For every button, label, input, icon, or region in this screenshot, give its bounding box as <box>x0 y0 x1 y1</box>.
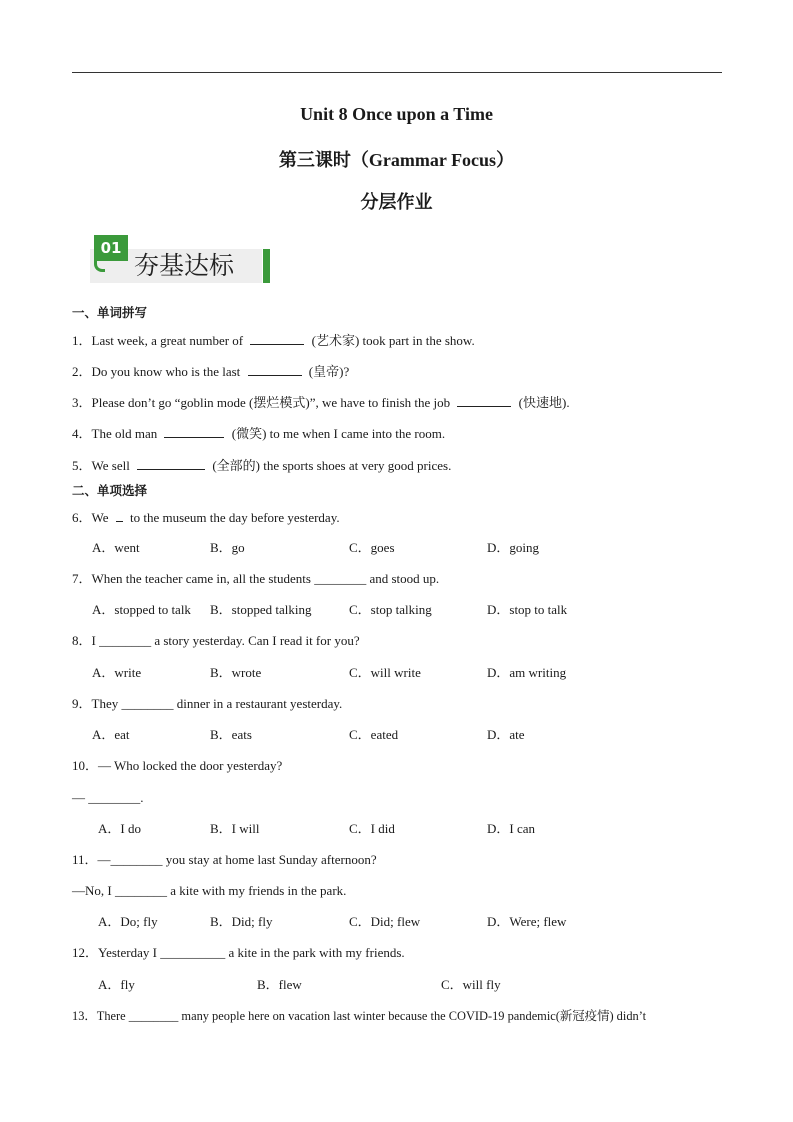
question-3: 3．Please don’t go “goblin mode (摆烂模式)”, we have to finish the job (快速地). <box>72 395 570 410</box>
q6-option-b[interactable]: B．go <box>210 540 245 555</box>
q6-option-c[interactable]: C．goes <box>349 540 395 555</box>
q8-option-d[interactable]: D．am writing <box>487 665 567 680</box>
q12-option-c[interactable]: C．will fly <box>441 977 501 992</box>
q8-option-b[interactable]: B．wrote <box>210 665 262 680</box>
question-10-answer-line: — ________. <box>72 790 144 805</box>
q9-option-b[interactable]: B．eats <box>210 727 252 742</box>
q11-option-d[interactable]: D．Were; flew <box>487 914 567 929</box>
q10-option-a[interactable]: A．I do <box>98 821 141 836</box>
answer-blank-1[interactable] <box>250 332 304 345</box>
badge-accent-bar <box>263 249 270 283</box>
q10-option-b[interactable]: B．I will <box>210 821 260 836</box>
answer-blank-3[interactable] <box>457 394 511 407</box>
q12-option-b[interactable]: B．flew <box>257 977 302 992</box>
section-heading-choice: 二、单项选择 <box>72 483 148 498</box>
badge-number: 01 <box>94 235 128 261</box>
q9-option-a[interactable]: A．eat <box>92 727 130 742</box>
q8-option-a[interactable]: A．write <box>92 665 142 680</box>
answer-blank-2[interactable] <box>248 363 302 376</box>
q9-option-d[interactable]: D．ate <box>487 727 525 742</box>
q7-option-b[interactable]: B．stopped talking <box>210 602 312 617</box>
q7-option-d[interactable]: D．stop to talk <box>487 602 568 617</box>
q10-option-d[interactable]: D．I can <box>487 821 536 836</box>
q8-option-c[interactable]: C．will write <box>349 665 421 680</box>
header-rule <box>72 72 722 73</box>
badge-label: 夯基达标 <box>134 251 235 280</box>
q7-option-c[interactable]: C．stop talking <box>349 602 432 617</box>
q11-option-b[interactable]: B．Did; fly <box>210 914 273 929</box>
question-6: 6．We to the museum the day before yesterday. <box>72 510 340 525</box>
answer-blank-4[interactable] <box>164 425 224 438</box>
document-title: Unit 8 Once upon a Time <box>300 104 493 124</box>
question-9: 9．They ________ dinner in a restaurant yesterday. <box>72 696 343 711</box>
section-badge <box>86 232 272 286</box>
q6-option-d[interactable]: D．going <box>487 540 540 555</box>
q11-option-c[interactable]: C．Did; flew <box>349 914 421 929</box>
question-12: 12．Yesterday I __________ a kite in the park with my friends. <box>72 945 405 960</box>
question-13: 13．There ________ many people here on vacation last winter because the COVID-19 pandemic(新冠疫情) didn’t <box>72 1009 647 1023</box>
question-4: 4．The old man (微笑) to me when I came into the room. <box>72 426 446 441</box>
q10-option-c[interactable]: C．I did <box>349 821 395 836</box>
question-2: 2．Do you know who is the last (皇帝)? <box>72 364 350 379</box>
question-1: 1．Last week, a great number of (艺术家) took part in the show. <box>72 333 475 348</box>
answer-blank-5[interactable] <box>137 457 205 470</box>
question-5: 5．We sell (全部的) the sports shoes at very good prices. <box>72 458 452 473</box>
question-8: 8．I ________ a story yesterday. Can I read it for you? <box>72 633 360 648</box>
section-heading-spelling: 一、单词拼写 <box>72 305 148 320</box>
lesson-subtitle: 第三课时（Grammar Focus） <box>278 150 515 170</box>
question-11-answer-line: —No, I ________ a kite with my friends in the park. <box>72 883 347 898</box>
q11-option-a[interactable]: A．Do; fly <box>98 914 158 929</box>
question-7: 7．When the teacher came in, all the students ________ and stood up. <box>72 571 440 586</box>
question-11: 11．—________ you stay at home last Sunday afternoon? <box>72 852 377 867</box>
q12-option-a[interactable]: A．fly <box>98 977 135 992</box>
q7-option-a[interactable]: A．stopped to talk <box>92 602 191 617</box>
homework-subtitle: 分层作业 <box>360 192 433 212</box>
question-10: 10．— Who locked the door yesterday? <box>72 758 283 773</box>
q6-option-a[interactable]: A．went <box>92 540 140 555</box>
answer-blank-6[interactable] <box>116 509 123 522</box>
q9-option-c[interactable]: C．eated <box>349 727 399 742</box>
